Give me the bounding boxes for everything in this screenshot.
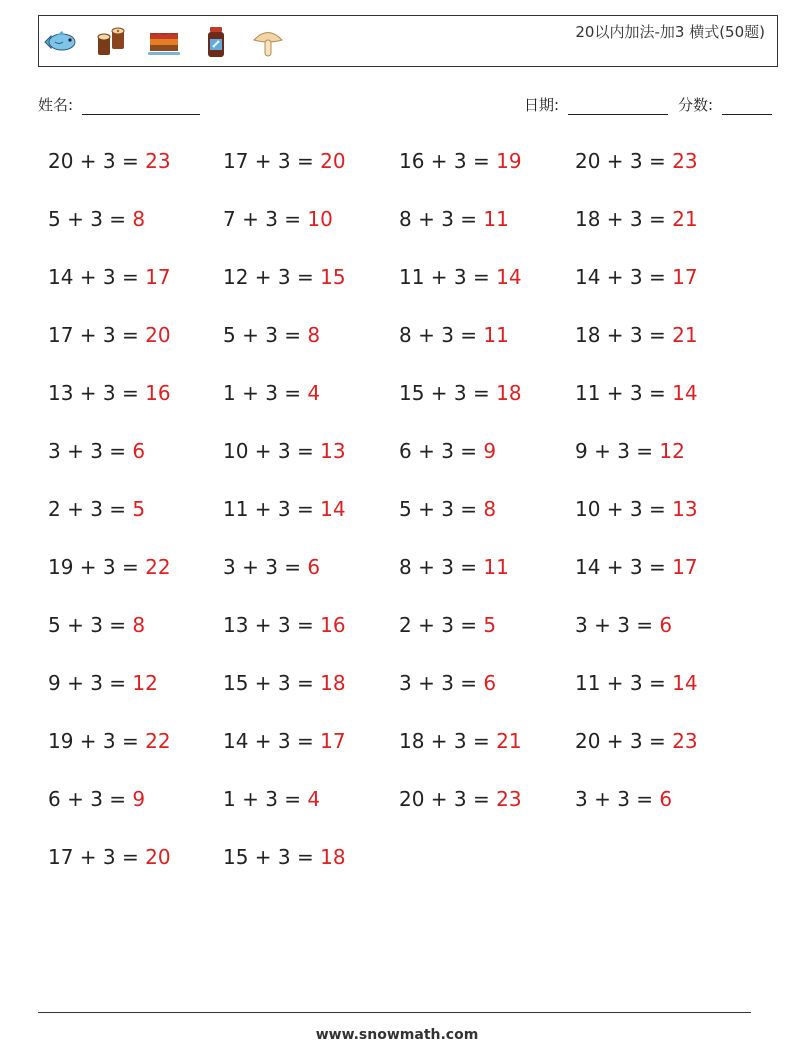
problem-item (399, 201, 575, 259)
problem-item (223, 607, 399, 665)
problem-answer: 11 (483, 323, 509, 347)
problem-item (48, 549, 223, 607)
problem-answer: 22 (145, 729, 171, 753)
problem-question: 9 + 3 = (575, 439, 654, 463)
date-label: 日期: (524, 96, 560, 114)
problem-item (399, 143, 575, 201)
problem-question: 17 + 3 = (223, 149, 314, 173)
problem-item (48, 433, 223, 491)
problem-answer: 23 (145, 149, 171, 173)
name-blank[interactable] (82, 98, 200, 115)
problem-question: 13 + 3 = (48, 381, 139, 405)
problem-item (575, 375, 751, 433)
problem-item (399, 549, 575, 607)
log-roll-icon (95, 25, 129, 59)
problem-answer: 14 (320, 497, 346, 521)
problem-question: 15 + 3 = (223, 671, 314, 695)
problem-question: 19 + 3 = (48, 729, 139, 753)
problem-answer: 6 (483, 671, 497, 695)
problem-question: 16 + 3 = (399, 149, 490, 173)
problem-answer: 20 (145, 323, 171, 347)
problem-answer: 9 (483, 439, 497, 463)
problem-answer: 21 (496, 729, 522, 753)
problem-question: 1 + 3 = (223, 787, 302, 811)
problem-question: 7 + 3 = (223, 207, 302, 231)
problem-question: 14 + 3 = (575, 265, 666, 289)
problem-question: 14 + 3 = (223, 729, 314, 753)
problem-question: 18 + 3 = (575, 207, 666, 231)
cake-icon (147, 25, 181, 59)
problem-question: 14 + 3 = (48, 265, 139, 289)
problem-item (48, 375, 223, 433)
problem-answer: 11 (483, 555, 509, 579)
problem-item (48, 723, 223, 781)
problem-answer: 19 (496, 149, 522, 173)
problem-question: 8 + 3 = (399, 323, 478, 347)
problem-question: 3 + 3 = (48, 439, 127, 463)
problem-item (48, 607, 223, 665)
name-field (38, 94, 200, 115)
problem-item (399, 433, 575, 491)
problem-answer: 6 (659, 787, 673, 811)
problem-answer: 12 (132, 671, 158, 695)
problem-item (48, 781, 223, 839)
problem-item (223, 201, 399, 259)
problem-question: 12 + 3 = (223, 265, 314, 289)
problem-item (223, 839, 399, 897)
problem-question: 3 + 3 = (575, 787, 654, 811)
problem-item (399, 607, 575, 665)
problem-question: 5 + 3 = (48, 207, 127, 231)
problem-question: 11 + 3 = (575, 671, 666, 695)
problem-item (399, 781, 575, 839)
problem-answer: 12 (659, 439, 685, 463)
problem-item (223, 433, 399, 491)
problem-item (223, 143, 399, 201)
worksheet-title: 20以内加法-加3 横式(50题) (575, 23, 765, 41)
problem-answer: 15 (320, 265, 346, 289)
problem-item (48, 259, 223, 317)
problem-answer: 10 (307, 207, 333, 231)
problem-answer: 18 (320, 671, 346, 695)
problem-answer: 21 (672, 323, 698, 347)
problem-question: 18 + 3 = (575, 323, 666, 347)
problem-question: 11 + 3 = (575, 381, 666, 405)
problem-question: 13 + 3 = (223, 613, 314, 637)
problem-question: 6 + 3 = (48, 787, 127, 811)
problem-item (48, 317, 223, 375)
problem-item (399, 375, 575, 433)
problem-item (48, 143, 223, 201)
problem-item (223, 549, 399, 607)
problem-question: 5 + 3 = (399, 497, 478, 521)
problem-item (575, 433, 751, 491)
footer-divider (38, 1012, 751, 1013)
problem-item (48, 201, 223, 259)
problem-answer: 16 (320, 613, 346, 637)
problem-item (399, 723, 575, 781)
problem-question: 20 + 3 = (48, 149, 139, 173)
problem-answer: 11 (483, 207, 509, 231)
problem-item (575, 259, 751, 317)
problem-question: 20 + 3 = (575, 729, 666, 753)
problem-item (48, 491, 223, 549)
problem-item (575, 491, 751, 549)
problem-question: 18 + 3 = (399, 729, 490, 753)
problem-item (223, 317, 399, 375)
jar-icon (199, 25, 233, 59)
fish-icon (43, 25, 77, 59)
problem-item (575, 607, 751, 665)
problem-answer: 14 (672, 381, 698, 405)
problem-question: 5 + 3 = (48, 613, 127, 637)
date-field (524, 94, 668, 115)
score-label: 分数: (678, 96, 714, 114)
problem-answer: 17 (672, 555, 698, 579)
problem-question: 20 + 3 = (399, 787, 490, 811)
problem-item (399, 491, 575, 549)
problem-answer: 23 (672, 149, 698, 173)
problem-item (48, 839, 223, 897)
problem-answer: 16 (145, 381, 171, 405)
problem-item (223, 259, 399, 317)
problem-item (48, 665, 223, 723)
problem-item (223, 491, 399, 549)
problem-item (223, 723, 399, 781)
problem-question: 15 + 3 = (399, 381, 490, 405)
problem-item (575, 665, 751, 723)
problem-item (575, 723, 751, 781)
problem-question: 11 + 3 = (399, 265, 490, 289)
problem-answer: 8 (307, 323, 321, 347)
problem-answer: 14 (672, 671, 698, 695)
problem-question: 3 + 3 = (575, 613, 654, 637)
problem-question: 8 + 3 = (399, 555, 478, 579)
problem-question: 5 + 3 = (223, 323, 302, 347)
problem-question: 3 + 3 = (399, 671, 478, 695)
problem-answer: 4 (307, 787, 321, 811)
problem-answer: 9 (132, 787, 146, 811)
problem-answer: 6 (132, 439, 146, 463)
problem-question: 2 + 3 = (399, 613, 478, 637)
problem-item (223, 781, 399, 839)
problem-item (223, 375, 399, 433)
problem-item (575, 143, 751, 201)
problem-question: 20 + 3 = (575, 149, 666, 173)
problem-answer: 14 (496, 265, 522, 289)
problem-question: 10 + 3 = (223, 439, 314, 463)
problem-answer: 23 (672, 729, 698, 753)
problem-question: 8 + 3 = (399, 207, 478, 231)
problem-grid (48, 143, 768, 897)
problem-item (223, 665, 399, 723)
problem-answer: 17 (320, 729, 346, 753)
footer-site: www.snowmath.com (315, 1027, 479, 1043)
problem-question: 17 + 3 = (48, 323, 139, 347)
problem-answer: 5 (483, 613, 497, 637)
problem-question: 1 + 3 = (223, 381, 302, 405)
problem-answer: 18 (496, 381, 522, 405)
problem-question: 15 + 3 = (223, 845, 314, 869)
problem-answer: 8 (483, 497, 497, 521)
mushroom-icon (251, 25, 285, 59)
problem-question: 2 + 3 = (48, 497, 127, 521)
problem-answer: 22 (145, 555, 171, 579)
problem-item (575, 781, 751, 839)
problem-answer: 20 (320, 149, 346, 173)
problem-answer: 13 (320, 439, 346, 463)
score-field (678, 94, 772, 115)
worksheet-header (38, 15, 778, 67)
problem-item (575, 317, 751, 375)
problem-answer: 23 (496, 787, 522, 811)
problem-question: 11 + 3 = (223, 497, 314, 521)
problem-question: 9 + 3 = (48, 671, 127, 695)
problem-question: 17 + 3 = (48, 845, 139, 869)
problem-item (575, 201, 751, 259)
problem-answer: 8 (132, 207, 146, 231)
problem-answer: 17 (672, 265, 698, 289)
name-label: 姓名: (38, 96, 74, 114)
problem-answer: 4 (307, 381, 321, 405)
problem-answer: 18 (320, 845, 346, 869)
problem-answer: 17 (145, 265, 171, 289)
problem-answer: 8 (132, 613, 146, 637)
problem-answer: 6 (659, 613, 673, 637)
problem-question: 10 + 3 = (575, 497, 666, 521)
problem-answer: 5 (132, 497, 146, 521)
problem-question: 14 + 3 = (575, 555, 666, 579)
problem-question: 3 + 3 = (223, 555, 302, 579)
problem-item (575, 549, 751, 607)
problem-answer: 13 (672, 497, 698, 521)
problem-item (399, 259, 575, 317)
header-icons (43, 23, 285, 61)
problem-answer: 6 (307, 555, 321, 579)
date-blank[interactable] (568, 98, 668, 115)
problem-answer: 21 (672, 207, 698, 231)
problem-answer: 20 (145, 845, 171, 869)
problem-question: 19 + 3 = (48, 555, 139, 579)
problem-item (399, 665, 575, 723)
problem-item (399, 317, 575, 375)
problem-question: 6 + 3 = (399, 439, 478, 463)
score-blank[interactable] (722, 98, 772, 115)
